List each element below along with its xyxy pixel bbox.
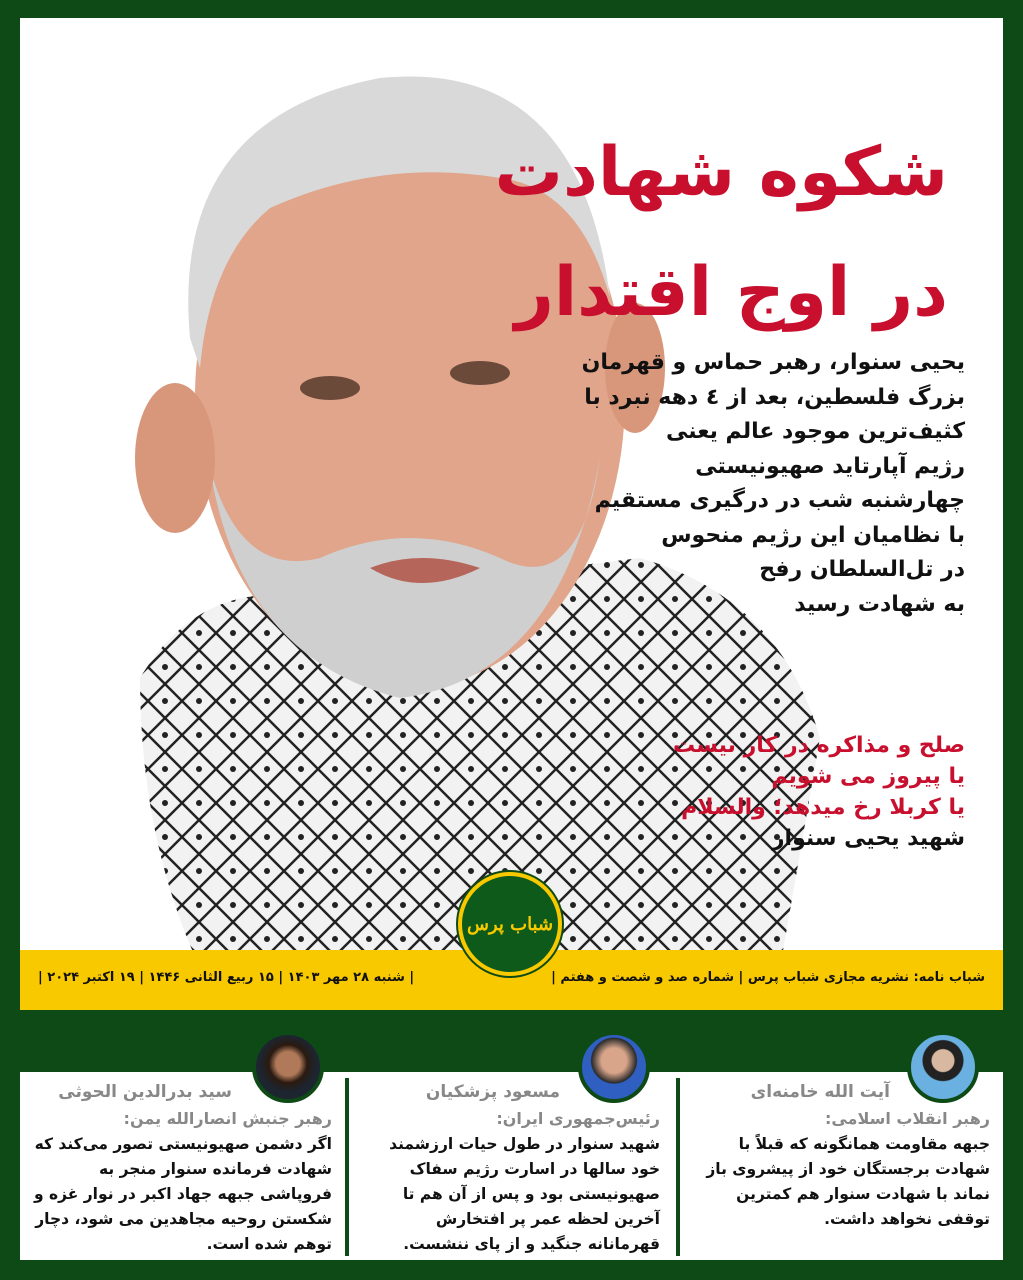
quote-role: رهبر جنبش انصارالله یمن: <box>123 1109 332 1128</box>
body-line: در تل‌السلطان رفح <box>759 557 965 582</box>
headline-line-2: در اوج اقتدار <box>514 253 948 332</box>
headline <box>495 113 948 353</box>
publication-info: شباب نامه: نشریه مجازی شباب پرس | شماره صد و شصت و هفتم | <box>551 970 985 985</box>
shabab-press-logo: شباب پرس <box>458 872 562 976</box>
date-info: | شنبه ۲۸ مهر ۱۴۰۳ | ۱۵ ربیع الثانی ۱۴۴۶ | ۱۹ اکتبر ۲۰۲۴ | <box>38 970 415 985</box>
column-divider <box>676 1078 680 1256</box>
sinwar-quote <box>673 730 965 854</box>
quote-name: مسعود پزشکیان <box>425 1082 560 1102</box>
quote-line: یا پیروز می شویم <box>771 764 965 789</box>
news-body <box>582 346 965 622</box>
quote-text: اگر دشمن صهیونیستی تصور می‌کند که شهادت فرمانده سنوار منجر به فروپاشی جبهه جهاد اکبر در نوار غزه و شکستن روحیه مجاهدین می شود، دچار توهم شده است. <box>33 1135 332 1253</box>
poster-panel <box>20 18 1003 958</box>
quote-line: صلح و مذاکره در کار نیست <box>673 733 965 758</box>
quote-name: آیت الله خامنه‌ای <box>750 1082 890 1102</box>
body-line: با نظامیان این رژیم منحوس <box>661 522 965 548</box>
quote-role: رهبر انقلاب اسلامی: <box>824 1109 990 1128</box>
quote-pezeshkian <box>352 1072 670 1258</box>
quote-role: رئیس‌جمهوری ایران: <box>496 1109 660 1128</box>
body-line: یحیی سنوار، رهبر حماس و قهرمان <box>581 350 965 375</box>
body-line: کثیف‌ترین موجود عالم یعنی <box>665 419 965 444</box>
quote-khamenei <box>682 1072 1000 1258</box>
quote-text: جبهه مقاومت همانگونه که قبلاً با شهادت برجستگان خود از پیشروی باز نماند با شهادت سنوار هم کمترین توقفی نخواهد داشت. <box>706 1135 990 1228</box>
quote-text: شهید سنوار در طول حیات ارزشمند خود سالها در اسارت رژیم سفاک صهیونیستی بود و پس از آن هم تا آخرین لحظه عمر پر افتخارش قهرمانانه جنگید و از پای ننشست. <box>389 1135 660 1253</box>
column-divider <box>345 1078 349 1256</box>
headline-line-1: شکوه شهادت <box>494 133 948 212</box>
body-line: چهارشنبه شب در درگیری مستقیم <box>594 488 965 513</box>
body-line: بزرگ فلسطین، بعد از ٤ دهه نبرد با <box>584 384 965 410</box>
body-line: رژیم آپارتاید صهیونیستی <box>695 453 965 479</box>
quote-houthi <box>24 1072 342 1258</box>
quote-name: سید بدرالدین الحوثی <box>58 1082 232 1102</box>
quote-author: شهید یحیی سنوار <box>771 826 965 851</box>
body-line: به شهادت رسید <box>794 591 965 617</box>
quote-line: یا کربلا رخ میدهد؛ والسلام <box>681 795 965 820</box>
